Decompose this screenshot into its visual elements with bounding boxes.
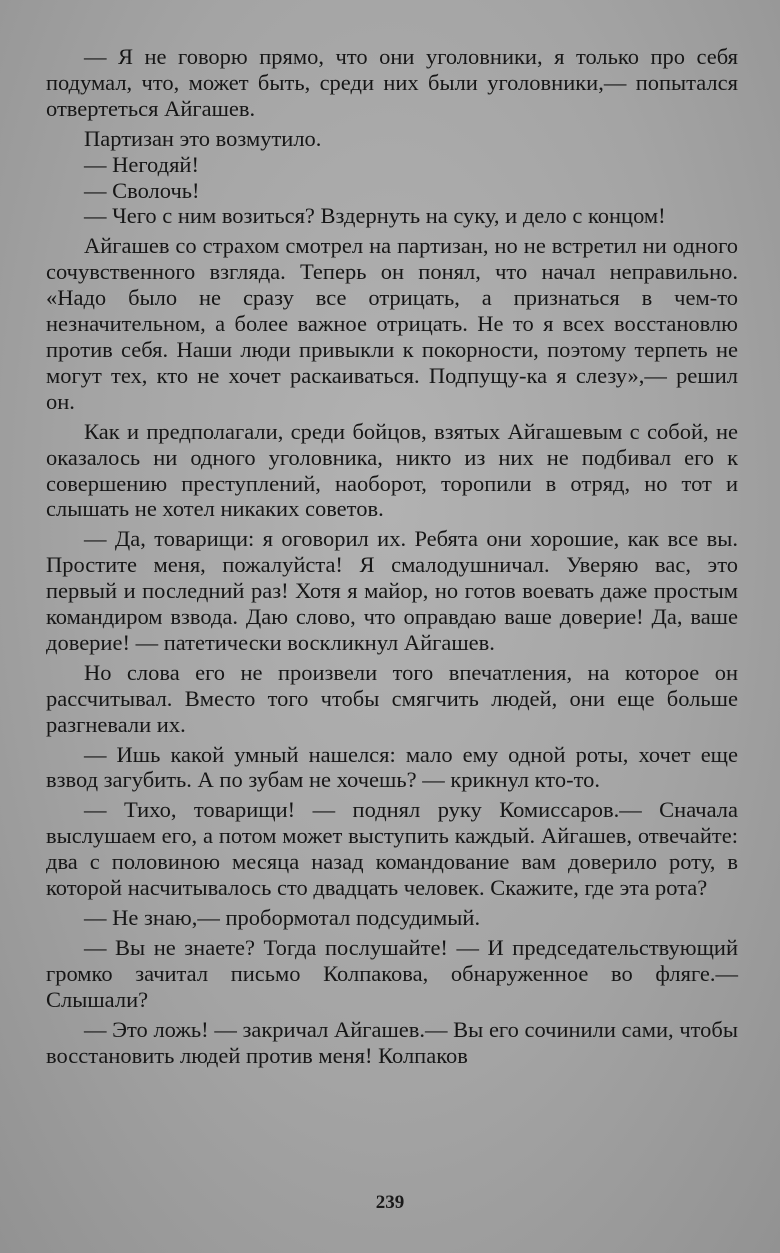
paragraph-9: Но слова его не произвели того впечатления, на которое он рассчитывал. Вместо того чтобы смягчить людей, они еще больше разгневали их. bbox=[46, 659, 738, 737]
paragraph-2: Партизан это возмутило. bbox=[84, 125, 322, 151]
paragraph-3: — Негодяй! bbox=[84, 151, 199, 177]
paragraph-1: — Я не говорю прямо, что они уголовники, я только про себя подумал, что, может быть, среди них были уголовники,— попытался отвертеться Айгашев. bbox=[46, 44, 738, 121]
paragraph-7: Как и предполагали, среди бойцов, взятых Айгашевым с собой, не оказалось ни одного уголовника, никто из них не подбивал его к совершению преступлений, наоборот, торопили в отряд, но тот и слышать не хотел никаких советов. bbox=[46, 418, 738, 522]
page-number: 239 bbox=[375, 1192, 405, 1213]
paragraph-14: — Это ложь! — закричал Айгашев.— Вы его сочинили сами, чтобы восстановить людей против меня! Колпаков bbox=[46, 1016, 738, 1068]
paragraph-12: — Не знаю,— пробормотал подсудимый. bbox=[84, 905, 481, 930]
paragraph-8: — Да, товарищи: я оговорил их. Ребята они хорошие, как все вы. Простите меня, пожалуйста! Я смалодушничал. Уверяю вас, это первый и последний раз! Хотя я майор, но готов воевать даже простым командиром взвода. Даю слово, что оправдаю ваше доверие! Да, ваше доверие! — патетически воскликнул Айгашев. bbox=[46, 526, 738, 655]
page-body bbox=[46, 44, 738, 1068]
paragraph-6: Айгашев со страхом смотрел на партизан, но не встретил ни одного сочувственного взгляда. Теперь он понял, что начал неправильно. «Надо было не сразу все отрицать, а признаться в чем-то незначительном, а более важное отрицать. Не то я всех восстановлю против себя. Наши люди привыкли к покорности, поэтому терпеть не могут тех, кто не хочет раскаиваться. Подпущу-ка я слезу»,— решил он. bbox=[46, 233, 738, 414]
paragraph-11: — Тихо, товарищи! — поднял руку Комиссаров.— Сначала выслушаем его, а потом может выступить каждый. Айгашев, отвечайте: два с половиною месяца назад командование вам доверило роту, в которой насчитывалось сто двадцать человек. Скажите, где эта рота? bbox=[46, 797, 738, 901]
paragraph-4: — Сволочь! bbox=[84, 177, 200, 203]
paragraph-10: — Ишь какой умный нашелся: мало ему одной роты, хочет еще взвод загубить. А по зубам не хочешь? — крикнул кто-то. bbox=[46, 741, 738, 793]
paragraph-13: — Вы не знаете? Тогда послушайте! — И председательствующий громко зачитал письмо Колпакова, обнаруженное во фляге.— Слышали? bbox=[46, 934, 738, 1012]
paragraph-5: — Чего с ним возиться? Вздернуть на суку, и дело с концом! bbox=[84, 203, 666, 229]
